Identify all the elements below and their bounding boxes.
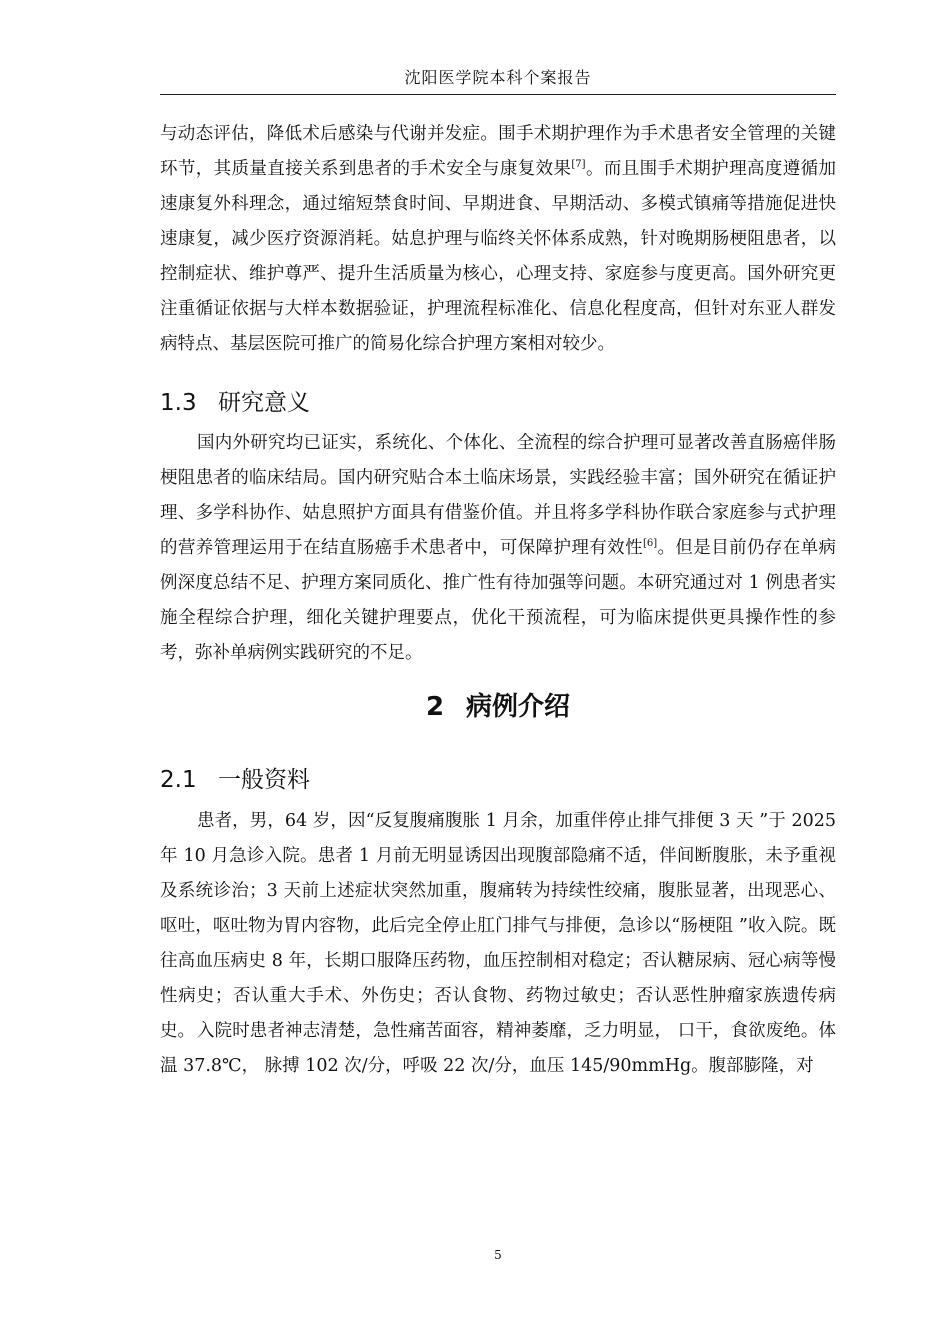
paragraph-text: 。而且围手术期护理高度遵循加速康复外科理念，通过缩短禁食时间、早期进食、早期活动、多模式镇痛等措施促进快速康复，减少医疗资源消耗。姑息护理与临终关怀体系成熟，针对晚期肠梗阻患者，以控制症状、维护尊严、提升生活质量为核心，心理支持、家庭参与度更高。国外研究更注重循证依据与大样本数据验证，护理流程标准化、信息化程度高，但针对东亚人群发病特点、基层医院可推广的简易化综合护理方案相对较少。	[160, 159, 836, 354]
section-heading-1-3	[160, 388, 310, 418]
header-rule	[160, 94, 836, 95]
paragraph-admission-exam: 入院时患者神志清楚，急性痛苦面容，精神萎靡，乏力明显， 口干，食欲废绝。体温 37.8℃， 脉搏 102 次/分，呼吸 22 次/分，血压 145/90mmHg。腹部膨隆，对	[160, 1021, 836, 1076]
running-header: 沈阳医学院本科个案报告	[404, 68, 592, 87]
citation-ref[interactable]: [6]	[642, 538, 658, 549]
paragraph-text: 。但是目前仍存在单病例深度总结不足、护理方案同质化、推广性有待加强等问题。本研究通过对 1 例患者实施全程综合护理，细化关键护理要点，优化干预流程，可为临床提供更具操作性的参考，弥补单病例实践研究的不足。	[160, 538, 837, 663]
chapter-title: 病例介绍	[466, 692, 571, 722]
section-heading-2-1	[160, 765, 310, 795]
paragraph-foreign-research	[160, 117, 836, 362]
section-title: 一般资料	[218, 767, 310, 793]
paragraph-research-significance	[160, 426, 836, 671]
page-number: 5	[494, 1248, 502, 1262]
paragraph-general-info: 患者，男，64 岁，因“反复腹痛腹胀 1 月余，加重伴停止排气排便 3 天 ”于 2025 年 10 月急诊入院。患者 1 月前无明显诱因出现腹部隐痛不适，伴间断腹胀，未予重视及系统诊治；3 天前上述症状突然加重，腹痛转为持续性绞痛，腹胀显著，出现恶心、呕吐，呕吐物为胃内容物，此后完全停止肛门排气与排便，急诊以“肠梗阻 ”收入院。既往高血压病史 8 年，长期口服降压药物，血压控制相对稳定；否认糖尿病、冠心病等慢性病史；否认重大手术、外伤史；否认食物、药物过敏史；否认恶性肿瘤家族遗传病史。	[160, 811, 836, 1041]
chapter-heading-2	[160, 690, 836, 724]
section-number: 2.1	[160, 767, 197, 793]
section-title: 研究意义	[218, 390, 310, 416]
citation-ref[interactable]: [7]	[571, 159, 586, 170]
paragraph-text: 与动态评估，降低术后感染与代谢并发症。围手术期护理作为手术患者安全管理的关键环节，其质量直接关系到患者的手术安全与康复效果	[160, 124, 836, 179]
section-number: 1.3	[160, 390, 197, 416]
paragraph-text: 国内外研究均已证实，系统化、个体化、全流程的综合护理可显著改善直肠癌伴肠梗阻患者的临床结局。国内研究贴合本土临床场景，实践经验丰富；国外研究在循证护理、多学科协作、姑息照护方面具有借鉴价值。并且将多学科协作联合家庭参与式护理的营养管理运用于在结直肠癌手术患者中，可保障护理有效性	[160, 433, 836, 558]
chapter-number: 2	[425, 692, 445, 722]
